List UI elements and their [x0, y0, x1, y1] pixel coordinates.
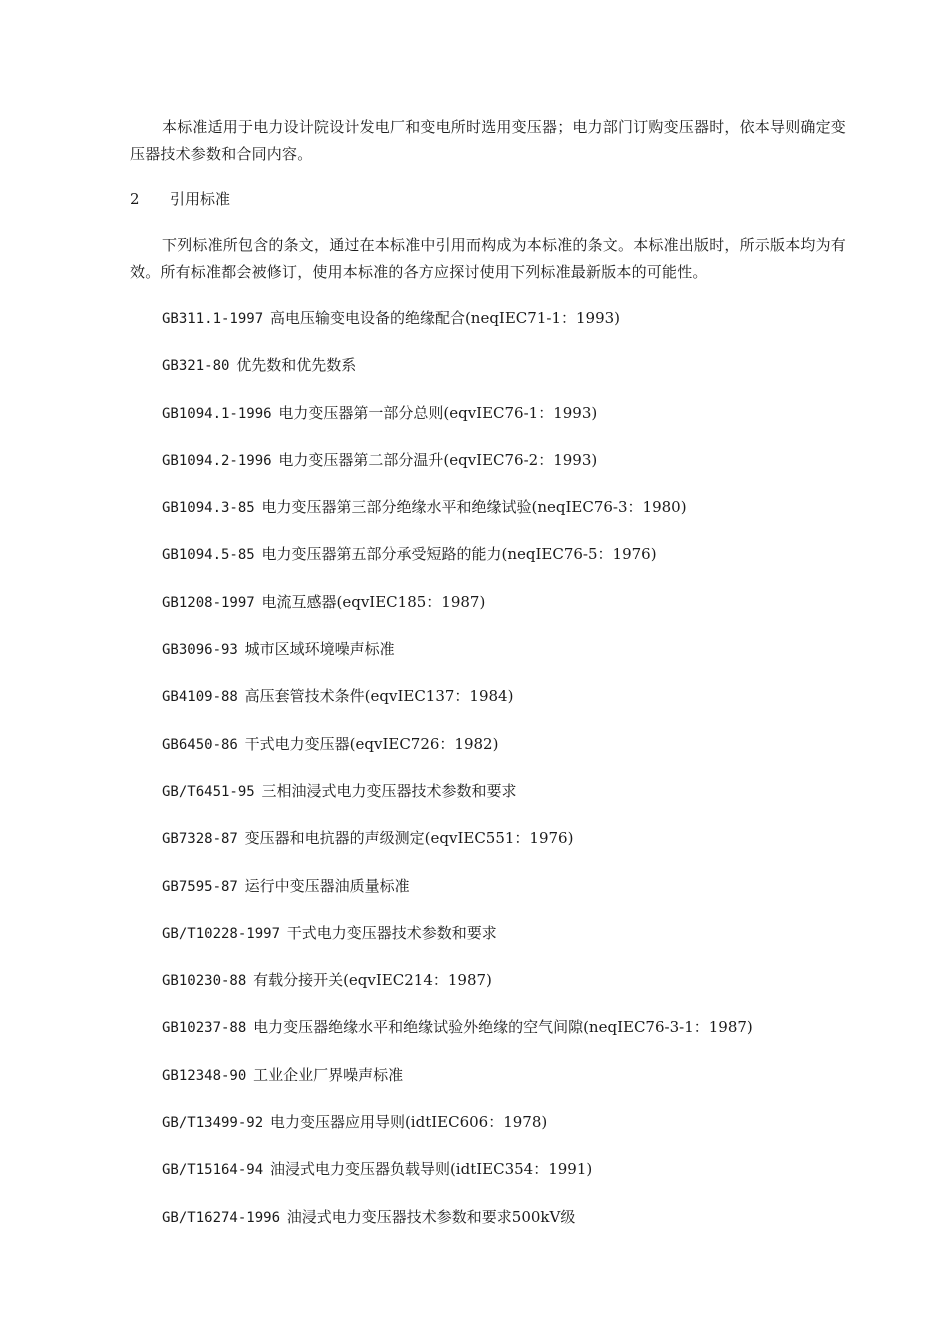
reference-title: 电力变压器应用导则(idtIEC606：1978)	[269, 1113, 548, 1132]
reference-item	[162, 541, 753, 588]
reference-code: GB1094.2-1996	[162, 452, 272, 469]
reference-code: GB1094.5-85	[162, 547, 255, 564]
reference-item	[162, 1204, 753, 1251]
reference-item	[162, 494, 753, 541]
reference-title: 工业企业厂界噪声标准	[253, 1065, 404, 1084]
section-title: 引用标准	[170, 190, 231, 208]
references-intro-paragraph: 下列标准所包含的条文，通过在本标准中引用而构成为本标准的条文。本标准出版时，所示版本均为有效。所有标准都会被修订，使用本标准的各方应探讨使用下列标准最新版本的可能性。	[130, 236, 847, 281]
reference-code: GB1094.3-85	[162, 500, 255, 517]
reference-title: 电力变压器绝缘水平和绝缘试验外绝缘的空气间隙(neqIEC76-3-1：1987)	[253, 1018, 753, 1037]
reference-title: 干式电力变压器(eqvIEC726：1982)	[244, 734, 499, 753]
reference-code: GB7595-87	[162, 878, 238, 895]
reference-title: 油浸式电力变压器负载导则(idtIEC354：1991)	[269, 1160, 593, 1179]
reference-item	[162, 967, 753, 1014]
reference-code: GB1094.1-1996	[162, 405, 272, 422]
reference-title: 三相油浸式电力变压器技术参数和要求	[261, 781, 517, 800]
reference-code: GB6450-86	[162, 736, 238, 753]
reference-code: GB12348-90	[162, 1067, 247, 1084]
reference-code: GB4109-88	[162, 689, 238, 706]
reference-title: 优先数和优先数系	[236, 356, 357, 375]
reference-item	[162, 589, 753, 636]
reference-title: 高电压输变电设备的绝缘配合(neqIEC71-1：1993)	[269, 309, 621, 327]
reference-title: 油浸式电力变压器技术参数和要求500kV级	[286, 1207, 576, 1226]
reference-title: 电力变压器第一部分总则(eqvIEC76-1：1993)	[278, 403, 598, 422]
reference-code: GB/T10228-1997	[162, 925, 281, 942]
reference-title: 电力变压器第二部分温升(eqvIEC76-2：1993)	[278, 450, 598, 469]
reference-title: 电力变压器第五部分承受短路的能力(neqIEC76-5：1976)	[261, 545, 657, 564]
reference-item	[162, 825, 753, 872]
reference-item	[162, 400, 753, 447]
reference-item	[162, 1062, 753, 1109]
reference-item	[162, 920, 753, 967]
reference-title: 运行中变压器油质量标准	[244, 876, 410, 895]
reference-code: GB/T6451-95	[162, 783, 255, 800]
reference-list	[162, 305, 753, 1251]
reference-item	[162, 1156, 753, 1203]
reference-code: GB10230-88	[162, 973, 247, 990]
section-heading	[130, 186, 230, 213]
reference-item	[162, 1109, 753, 1156]
reference-code: GB7328-87	[162, 831, 238, 848]
reference-item	[162, 778, 753, 825]
reference-title: 城市区域环境噪声标准	[244, 640, 395, 659]
reference-title: 变压器和电抗器的声级测定(eqvIEC551：1976)	[244, 829, 574, 848]
reference-item	[162, 731, 753, 778]
reference-item	[162, 683, 753, 730]
reference-item	[162, 447, 753, 494]
reference-title: 电流互感器(eqvIEC185：1987)	[261, 592, 486, 611]
reference-title: 干式电力变压器技术参数和要求	[286, 923, 497, 942]
section-number: 2	[130, 190, 140, 208]
reference-item	[162, 352, 753, 399]
reference-code: GB311.1-1997	[162, 311, 264, 327]
reference-code: GB/T13499-92	[162, 1115, 264, 1132]
reference-item	[162, 636, 753, 683]
reference-item	[162, 873, 753, 920]
reference-code: GB/T15164-94	[162, 1162, 264, 1179]
reference-code: GB/T16274-1996	[162, 1209, 281, 1226]
reference-item	[162, 1014, 753, 1061]
reference-code: GB321-80	[162, 358, 230, 375]
scope-paragraph: 本标准适用于电力设计院设计发电厂和变电所时选用变压器；电力部门订购变压器时，依本导则确定变压器技术参数和合同内容。	[130, 118, 847, 163]
reference-code: GB10237-88	[162, 1020, 247, 1037]
reference-title: 有载分接开关(eqvIEC214：1987)	[253, 971, 492, 990]
reference-title: 电力变压器第三部分绝缘水平和绝缘试验(neqIEC76-3：1980)	[261, 498, 687, 517]
reference-item	[162, 305, 753, 352]
reference-title: 高压套管技术条件(eqvIEC137：1984)	[244, 687, 514, 706]
reference-code: GB3096-93	[162, 642, 238, 659]
reference-code: GB1208-1997	[162, 594, 255, 611]
